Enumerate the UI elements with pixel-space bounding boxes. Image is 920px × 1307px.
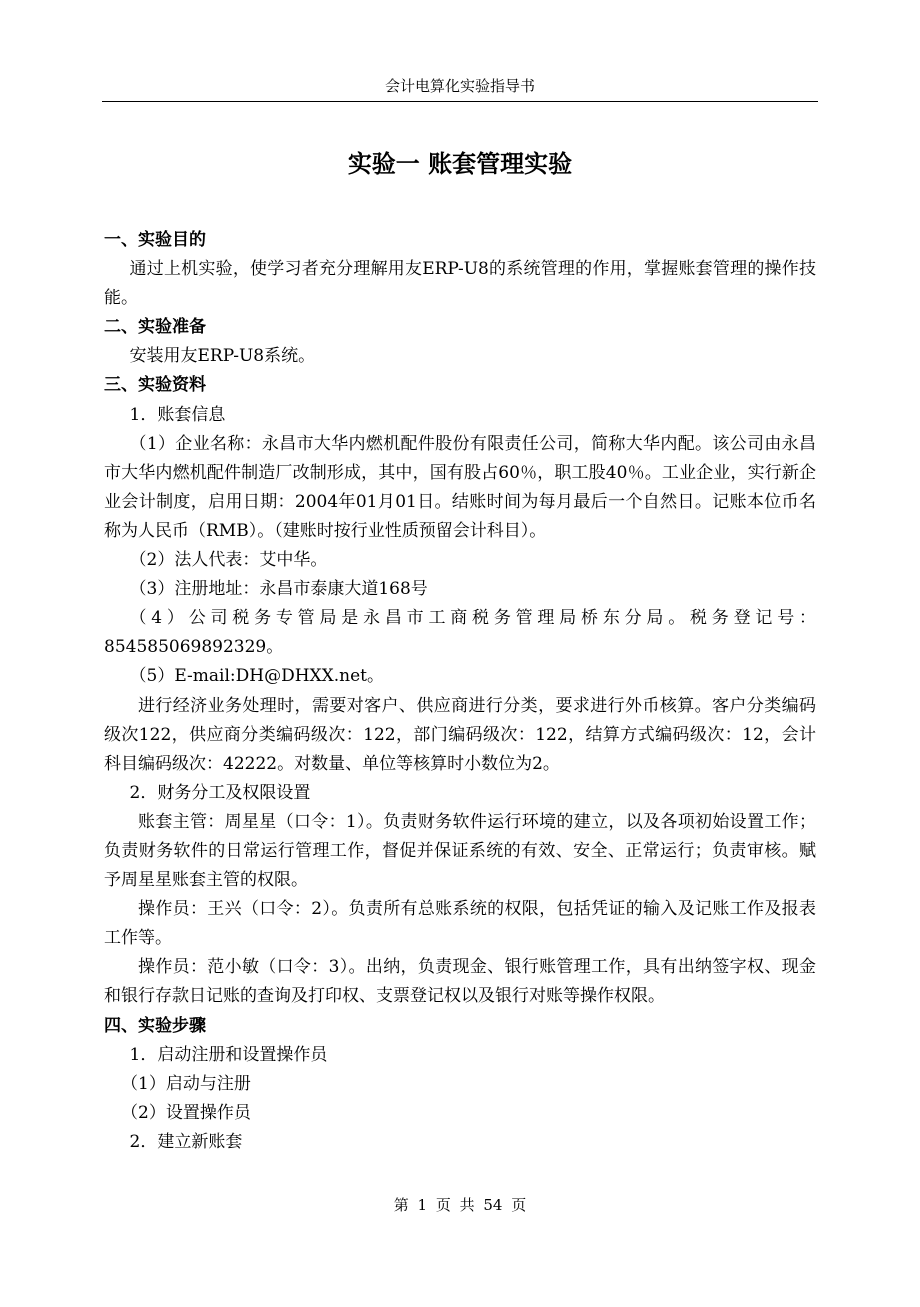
section-heading-purpose: 一、实验目的 — [104, 230, 206, 250]
purpose-text: 通过上机实验，使学习者充分理解用友ERP-U8的系统管理的作用，掌握账套管理的操作技能。 — [104, 259, 816, 309]
tax-registration: （4）公司税务专管局是永昌市工商税务管理局桥东分局。税务登记号：854585069892329。 — [104, 608, 816, 658]
document-title: 实验一 账套管理实验 — [347, 150, 573, 178]
header-rule — [102, 101, 818, 102]
email-line: （5）E-mail:DH@DHXX.net。 — [129, 666, 385, 687]
running-header: 会计电算化实验指导书 — [384, 77, 535, 95]
page-number-footer: 第 1 页 共 54 页 — [393, 1196, 527, 1214]
role-operator-fan: 操作员：范小敏（口令：3）。出纳，负责现金、银行账管理工作，具有出纳签字权、现金和银行存款日记账的查询及打印权、支票登记权以及银行对账等操作权限。 — [104, 957, 816, 1007]
section-heading-materials: 三、实验资料 — [104, 375, 206, 396]
subheading-account-info: 1．账套信息 — [129, 404, 226, 425]
subheading-roles: 2．财务分工及权限设置 — [129, 782, 311, 803]
section-heading-preparation: 二、实验准备 — [104, 317, 206, 338]
step-1: 1．启动注册和设置操作员 — [129, 1044, 328, 1065]
preparation-text: 安装用友ERP-U8系统。 — [129, 346, 316, 367]
role-account-manager: 账套主管：周星星（口令：1）。负责财务软件运行环境的建立，以及各项初始设置工作；负责财务软件的日常运行管理工作，督促并保证系统的有效、安全、正常运行；负责审核。赋予周星星账套主管的权限。 — [104, 811, 816, 891]
step-1a: （1）启动与注册 — [121, 1073, 251, 1094]
registered-address: （3）注册地址：永昌市泰康大道168号 — [129, 579, 428, 600]
step-2: 2．建立新账套 — [129, 1131, 243, 1152]
step-1b: （2）设置操作员 — [121, 1102, 251, 1123]
document-body — [104, 226, 816, 1157]
company-info-paragraph: （1）企业名称：永昌市大华内燃机配件股份有限责任公司，简称大华内配。该公司由永昌市大华内燃机配件制造厂改制形成，其中，国有股占60％，职工股40％。工业企业，实行新企业会计制度，启用日期：2004年01月01日。结账时间为每月最后一个自然日。记账本位币名称为人民币（RMB）。（建账时按行业性质预留会计科目）。 — [104, 433, 816, 541]
legal-representative: （2）法人代表：艾中华。 — [129, 550, 328, 571]
role-operator-wang: 操作员：王兴（口令：2）。负责所有总账系统的权限，包括凭证的输入及记账工作及报表工作等。 — [104, 899, 816, 949]
coding-levels-paragraph: 进行经济业务处理时，需要对客户、供应商进行分类，要求进行外币核算。客户分类编码级次122，供应商分类编码级次：122，部门编码级次：122，结算方式编码级次：12，会计科目编码级次：42222。对数量、单位等核算时小数位为2。 — [104, 695, 816, 774]
section-heading-steps: 四、实验步骤 — [104, 1015, 206, 1036]
